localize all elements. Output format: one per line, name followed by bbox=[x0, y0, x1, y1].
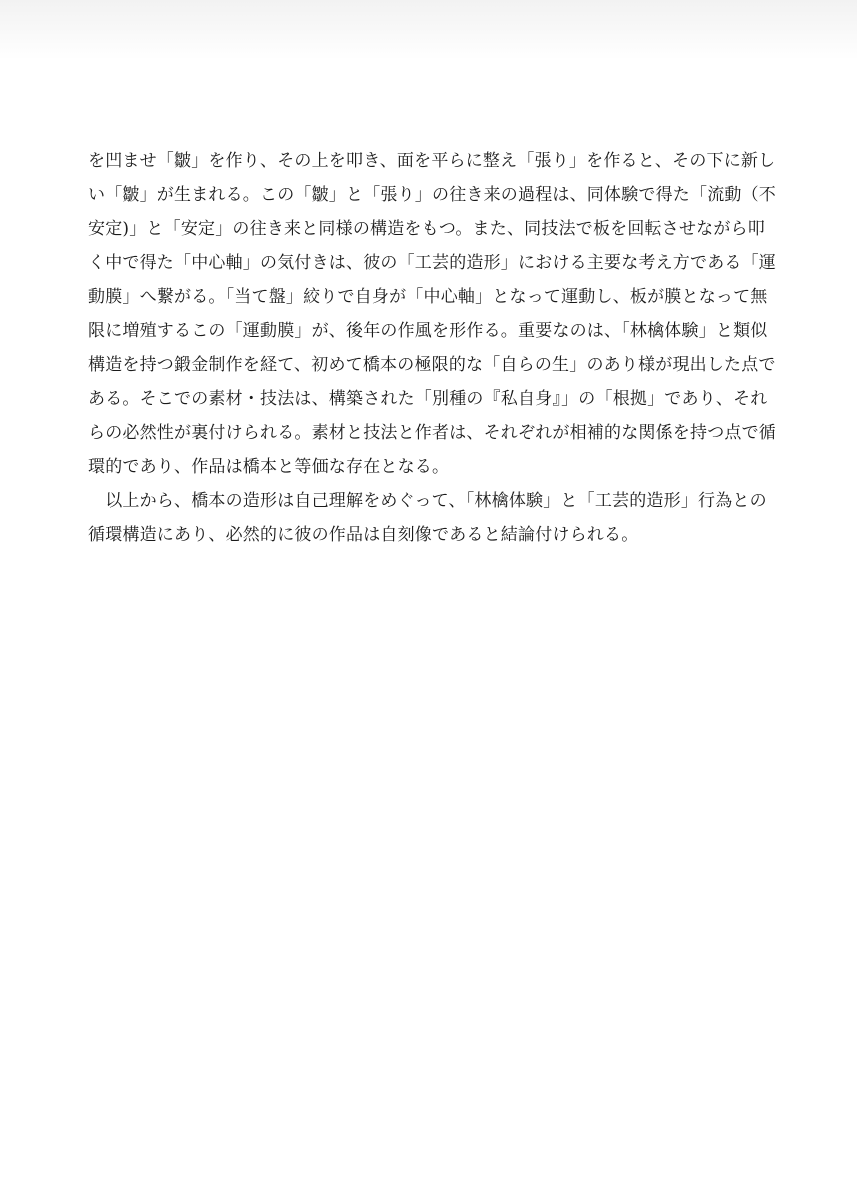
text-line: 環的であり、作品は橋本と等価な存在となる。 bbox=[88, 457, 450, 477]
text-line: い「皺」が生まれる。この「皺」と「張り」の往き来の過程は、同体験で得た「流動（不 bbox=[88, 185, 776, 205]
text-line: らの必然性が裏付けられる。素材と技法と作者は、それぞれが相補的な関係を持つ点で循 bbox=[88, 423, 776, 443]
text-line: 動膜」へ繋がる。「当て盤」絞りで自身が「中心軸」となって運動し、板が膜となって無 bbox=[88, 287, 768, 307]
body-text bbox=[88, 144, 788, 552]
text-line: ある。そこでの素材・技法は、構築された「別種の『私自身』」の「根拠」であり、それ bbox=[88, 389, 768, 409]
text-line: 構造を持つ鍛金制作を経て、初めて橋本の極限的な「自らの生」のあり様が現出した点で bbox=[88, 355, 776, 375]
text-line: 安定)」と「安定」の往き来と同様の構造をもつ。また、同技法で板を回転させながら叩 bbox=[88, 219, 765, 239]
text-line: 限に増殖するこの「運動膜」が、後年の作風を形作る。重要なのは、「林檎体験」と類似 bbox=[88, 321, 768, 341]
text-line: く中で得た「中心軸」の気付きは、彼の「工芸的造形」における主要な考え方である「運 bbox=[88, 253, 776, 273]
text-line: を凹ませ「皺」を作り、その上を叩き、面を平らに整え「張り」を作ると、その下に新し bbox=[88, 151, 776, 171]
text-line: 以上から、橋本の造形は自己理解をめぐって、「林檎体験」と「工芸的造形」行為との bbox=[88, 491, 767, 511]
text-line: 循環構造にあり、必然的に彼の作品は自刻像であると結論付けられる。 bbox=[88, 525, 639, 545]
page-top-shade bbox=[0, 0, 857, 60]
